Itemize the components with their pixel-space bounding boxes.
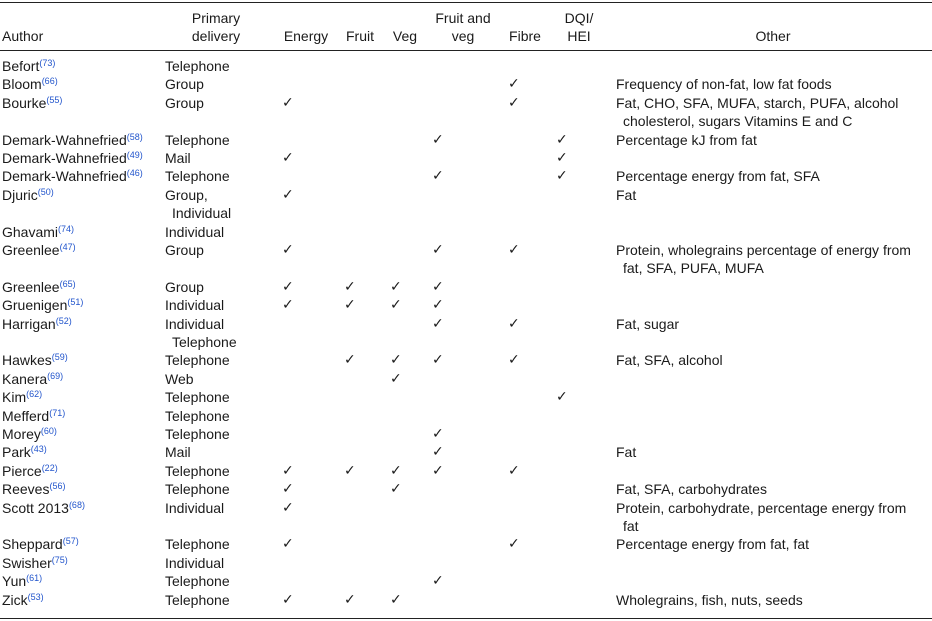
row-author: [2, 554, 68, 572]
check-mark-energy: ✓: [282, 591, 294, 608]
reference-link[interactable]: (74): [58, 223, 75, 234]
row-delivery: Group: [165, 278, 204, 295]
header-dqi-line2: HEI: [567, 28, 591, 45]
check-mark-dqi: ✓: [556, 150, 568, 166]
row-delivery: Telephone: [165, 131, 230, 148]
row-author: [2, 407, 65, 425]
row-author: [2, 75, 58, 93]
reference-link[interactable]: (22): [41, 462, 58, 473]
row-other: Percentage energy from fat, SFA: [616, 168, 820, 185]
header-veg: Veg: [392, 28, 418, 44]
row-author: [2, 591, 44, 609]
check-mark-fv: ✓: [432, 573, 444, 590]
reference-link[interactable]: (71): [49, 407, 66, 418]
row-delivery: Individual: [165, 297, 225, 314]
author-name: Scott 2013: [2, 499, 69, 516]
author-name: Sheppard: [2, 536, 63, 553]
check-mark-fibre: ✓: [508, 76, 520, 93]
row-delivery: Telephone: [165, 573, 230, 590]
check-mark-fv: ✓: [432, 462, 444, 479]
row-author: [2, 480, 65, 498]
row-author: [2, 278, 76, 296]
header-fv-line2: veg: [451, 28, 475, 45]
row-author: [2, 572, 42, 590]
author-name: Gruenigen: [2, 297, 68, 314]
row-other: Fat: [616, 186, 637, 203]
check-mark-fv: ✓: [432, 242, 444, 258]
row-delivery: Telephone: [165, 389, 230, 406]
row-author: [2, 241, 76, 259]
author-name: Greenlee: [2, 278, 60, 295]
author-name: Hawkes: [2, 352, 52, 369]
author-name: Pierce: [2, 462, 42, 479]
check-mark-fv: ✓: [432, 352, 444, 369]
row-author: [2, 296, 83, 314]
row-other: Fat: [616, 444, 637, 461]
row-delivery: Telephone: [165, 407, 230, 424]
row-delivery: Telephone: [165, 58, 230, 74]
reference-link[interactable]: (51): [67, 297, 84, 308]
row-other: Fat, sugar: [616, 315, 680, 332]
row-author: [2, 462, 58, 480]
header-delivery: [160, 9, 272, 46]
author-name: Greenlee: [2, 242, 60, 258]
author-name: Djuric: [2, 186, 38, 203]
author-name: Park: [2, 444, 31, 461]
row-author: [2, 315, 72, 333]
row-delivery: Telephone: [165, 352, 230, 369]
row-delivery: Web: [165, 370, 194, 387]
check-mark-energy: ✓: [282, 242, 294, 258]
author-name: Reeves: [2, 481, 50, 498]
row-author: [2, 57, 55, 75]
reference-link[interactable]: (46): [126, 168, 143, 179]
reference-link[interactable]: (60): [40, 426, 57, 436]
row-other: Protein, wholegrains percentage of energy from: [616, 242, 911, 258]
reference-link[interactable]: (62): [26, 389, 43, 400]
check-mark-fibre: ✓: [508, 94, 520, 111]
check-mark-fruit: ✓: [344, 352, 356, 369]
check-mark-energy: ✓: [282, 186, 294, 203]
reference-link[interactable]: (61): [26, 573, 43, 584]
check-mark-veg: ✓: [390, 591, 402, 608]
reference-link[interactable]: (57): [62, 536, 79, 547]
row-delivery: Individual: [165, 499, 225, 516]
row-author: [2, 351, 68, 369]
check-mark-fv: ✓: [432, 297, 444, 314]
check-mark-veg: ✓: [390, 462, 402, 479]
reference-link[interactable]: (59): [51, 352, 68, 363]
reference-link[interactable]: (69): [47, 370, 64, 381]
check-mark-energy: ✓: [282, 278, 294, 295]
check-mark-fibre: ✓: [508, 462, 520, 479]
reference-link[interactable]: (73): [39, 58, 56, 68]
check-mark-energy: ✓: [282, 499, 294, 516]
check-mark-fibre: ✓: [508, 352, 520, 369]
check-mark-energy: ✓: [282, 536, 294, 553]
row-other: Wholegrains, fish, nuts, seeds: [616, 591, 803, 608]
check-mark-veg: ✓: [390, 297, 402, 314]
reference-link[interactable]: (75): [51, 554, 68, 565]
header-author: Author: [2, 28, 44, 44]
check-mark-fv: ✓: [432, 444, 444, 461]
check-mark-veg: ✓: [390, 370, 402, 387]
row-author: [2, 443, 47, 461]
row-other: Frequency of non-fat, low fat foods: [616, 76, 832, 93]
check-mark-fruit: ✓: [344, 591, 356, 608]
reference-link[interactable]: (53): [27, 591, 44, 602]
reference-link[interactable]: (43): [30, 444, 47, 455]
check-mark-fibre: ✓: [508, 315, 520, 332]
check-mark-dqi: ✓: [556, 168, 568, 185]
row-delivery: Group: [165, 94, 204, 111]
header-fv-line1: Fruit and: [435, 10, 491, 26]
row-delivery: Telephone: [165, 462, 230, 479]
check-mark-dqi: ✓: [556, 389, 568, 406]
row-author: [2, 149, 143, 167]
row-other: Fat, CHO, SFA, MUFA, starch, PUFA, alcohol: [616, 94, 899, 111]
header-delivery-line1: Primary: [191, 10, 241, 26]
row-delivery: Telephone: [165, 536, 230, 553]
row-delivery: Group: [165, 242, 204, 258]
author-name: Morey: [2, 426, 41, 442]
row-delivery: Telephone: [165, 481, 230, 498]
row-delivery: Individual: [165, 315, 225, 332]
check-mark-fv: ✓: [432, 131, 444, 148]
row-author: [2, 388, 42, 406]
check-mark-fruit: ✓: [344, 278, 356, 295]
row-delivery: Telephone: [165, 426, 230, 442]
row-delivery: Individual: [165, 554, 225, 571]
row-author: [2, 370, 63, 388]
row-author: [2, 131, 143, 149]
author-name: Bloom: [2, 76, 42, 93]
reference-link[interactable]: (65): [59, 278, 76, 289]
header-fruit-and-veg: [428, 9, 498, 46]
row-delivery: Group,: [165, 186, 208, 203]
row-other: Percentage energy from fat, fat: [616, 536, 809, 553]
top-rule: [0, 2, 932, 3]
reference-link[interactable]: (50): [37, 186, 54, 197]
check-mark-veg: ✓: [390, 278, 402, 295]
row-other: Protein, carbohydrate, percentage energy from: [616, 499, 907, 516]
reference-link[interactable]: (56): [49, 481, 66, 492]
header-dqi-line1: DQI/: [564, 10, 594, 26]
row-author: [2, 425, 57, 443]
check-mark-fruit: ✓: [344, 297, 356, 314]
header-fibre: Fibre: [509, 28, 541, 44]
header-fruit: Fruit: [346, 28, 374, 44]
reference-link[interactable]: (68): [68, 499, 85, 510]
author-name: Demark-Wahnefried: [2, 131, 127, 148]
row-author: [2, 223, 74, 241]
header-dqi-hei: [552, 9, 606, 46]
row-author: [2, 499, 85, 517]
row-other: cholesterol, sugars Vitamins E and C: [623, 113, 853, 130]
row-delivery: Individual: [172, 205, 232, 222]
row-other: fat, SFA, PUFA, MUFA: [623, 260, 764, 277]
check-mark-energy: ✓: [282, 150, 294, 166]
check-mark-fruit: ✓: [344, 462, 356, 479]
author-name: Harrigan: [2, 315, 56, 332]
reference-link[interactable]: (55): [46, 94, 63, 105]
row-delivery: Mail: [165, 150, 191, 166]
author-name: Befort: [2, 58, 40, 74]
reference-link[interactable]: (66): [41, 76, 58, 87]
reference-link[interactable]: (47): [59, 242, 76, 252]
bottom-rule: [0, 618, 932, 619]
row-delivery: Group: [165, 76, 204, 93]
reference-link[interactable]: (52): [55, 315, 72, 326]
author-name: Ghavami: [2, 223, 59, 240]
row-other: Fat, SFA, carbohydrates: [616, 481, 767, 498]
reference-link[interactable]: (58): [126, 131, 143, 142]
check-mark-fibre: ✓: [508, 536, 520, 553]
row-author: [2, 94, 62, 112]
row-author: [2, 535, 79, 553]
check-mark-veg: ✓: [390, 481, 402, 498]
check-mark-fv: ✓: [432, 426, 444, 442]
author-name: Kim: [2, 389, 27, 406]
header-other: Other: [755, 28, 791, 44]
header-rule: [0, 50, 932, 51]
check-mark-fibre: ✓: [508, 242, 520, 258]
author-name: Yun: [2, 573, 27, 590]
row-delivery: Telephone: [165, 168, 230, 185]
header-delivery-line2: delivery: [191, 28, 241, 45]
author-name: Demark-Wahnefried: [2, 150, 127, 166]
row-delivery: Telephone: [165, 591, 230, 608]
row-delivery: Individual: [165, 223, 225, 240]
header-energy: Energy: [283, 28, 329, 44]
check-mark-energy: ✓: [282, 462, 294, 479]
row-delivery: Mail: [165, 444, 191, 461]
check-mark-fv: ✓: [432, 278, 444, 295]
check-mark-energy: ✓: [282, 297, 294, 314]
check-mark-energy: ✓: [282, 481, 294, 498]
reference-link[interactable]: (49): [126, 150, 143, 160]
author-name: Bourke: [2, 94, 47, 111]
row-delivery: Telephone: [172, 334, 237, 350]
author-name: Kanera: [2, 370, 48, 387]
row-other: fat: [623, 518, 639, 534]
row-other: Percentage kJ from fat: [616, 131, 757, 148]
check-mark-dqi: ✓: [556, 131, 568, 148]
check-mark-veg: ✓: [390, 352, 402, 369]
row-other: Fat, SFA, alcohol: [616, 352, 723, 369]
row-author: [2, 167, 143, 185]
author-name: Demark-Wahnefried: [2, 168, 127, 185]
row-author: [2, 186, 54, 204]
check-mark-energy: ✓: [282, 94, 294, 111]
check-mark-fv: ✓: [432, 315, 444, 332]
check-mark-fv: ✓: [432, 168, 444, 185]
author-name: Zick: [2, 591, 28, 608]
author-name: Mefferd: [2, 407, 50, 424]
author-name: Swisher: [2, 554, 52, 571]
